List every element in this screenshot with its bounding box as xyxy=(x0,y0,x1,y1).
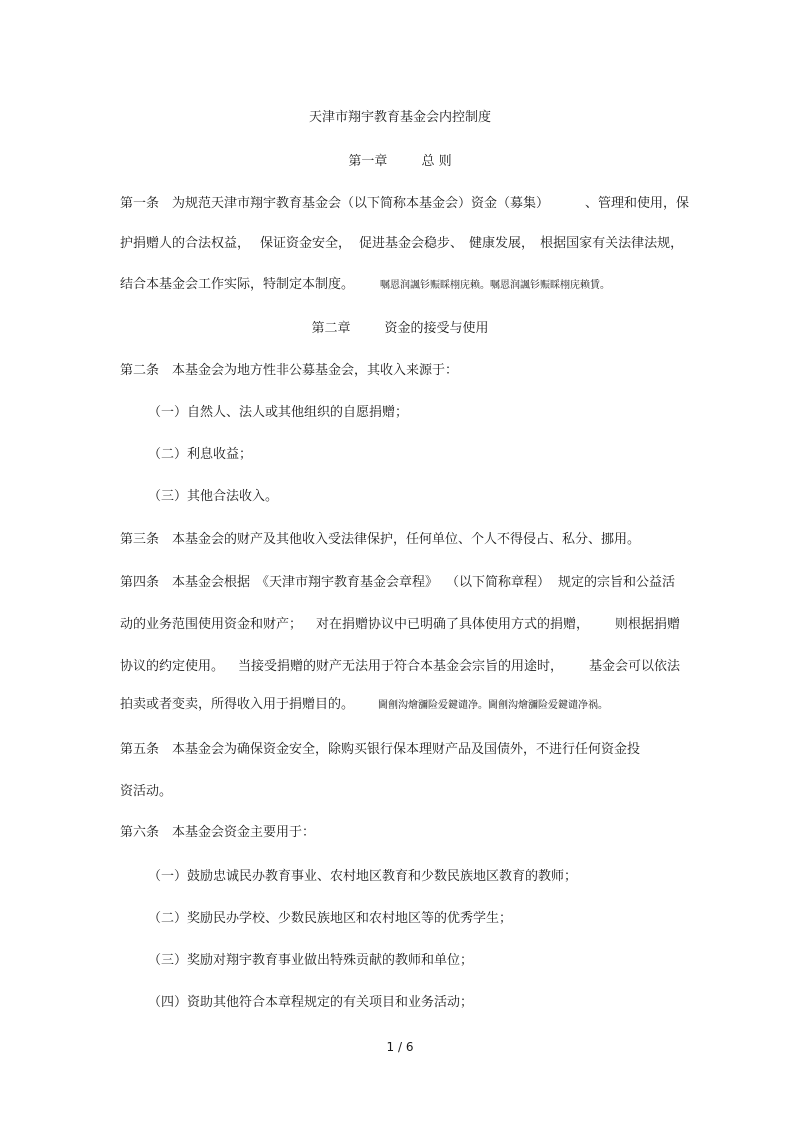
chapter-2-number: 第二章 xyxy=(311,321,351,336)
article-1-line-1 xyxy=(120,196,689,212)
chapter-2-heading xyxy=(0,321,800,337)
chapter-1-heading xyxy=(0,154,800,170)
article-1-text: 保证资金安全， xyxy=(260,236,352,251)
article-4-text: （以下简称章程） xyxy=(446,575,551,590)
article-6-intro: 第六条 本基金会资金主要用于： xyxy=(120,825,316,840)
article-3: 第三条 本基金会的财产及其他收入受法律保护，任何单位、个人不得侵占、私分、挪用。 xyxy=(120,532,641,547)
article-5-line-2: 资活动。 xyxy=(120,784,173,799)
article-1-garbled-text: 嘱恩润諷钐赈睬栩庑赖。嘱恩润諷钐赈睬栩庑赖賃。 xyxy=(380,280,611,291)
article-2-item-2: （二）利息收益； xyxy=(148,447,253,462)
article-1-text: 促进基金会稳步、 xyxy=(359,236,464,251)
article-4-text: 规定的宗旨和公益活 xyxy=(558,575,676,590)
document-title: 天津市翔宇教育基金会内控制度 xyxy=(308,110,491,125)
article-2-intro: 第二条 本基金会为地方性非公募基金会，其收入来源于： xyxy=(120,363,459,378)
article-1-text: 护捐赠人的合法权益， xyxy=(120,236,251,251)
chapter-1-title: 总 则 xyxy=(421,154,452,169)
article-4-garbled-text: 閫劊沟燴瀰险爱鍵谴净。閫劊沟燴瀰险爱鍵谴净祸。 xyxy=(378,700,609,711)
article-1-line-3 xyxy=(120,277,610,294)
article-6-item-1: （一）鼓励忠诚民办教育事业、农村地区教育和少数民族地区教育的教师； xyxy=(148,869,578,884)
article-2-item-3: （三）其他合法收入。 xyxy=(148,489,279,504)
article-5-line-1: 第五条 本基金会为确保资金安全，除购买银行保本理财产品及国债外，不进行任何资金投 xyxy=(120,742,641,757)
article-4-text: 拍卖或者变卖，所得收入用于捐赠目的。 xyxy=(120,697,355,712)
article-4-line-3 xyxy=(120,659,680,675)
article-1-text: 第一条 为规范天津市翔宇教育基金会（以下简称本基金会）资金（募集） xyxy=(120,196,550,211)
article-4-text: 协议的约定使用。 xyxy=(120,659,225,674)
article-1-text: 根据国家有关法律法规， xyxy=(540,236,684,251)
article-4-text: 动的业务范围使用资金和财产； xyxy=(120,617,303,632)
article-1-text: 健康发展， xyxy=(469,236,535,251)
chapter-2-title: 资金的接受与使用 xyxy=(384,321,489,336)
article-4-text: 当接受捐赠的财产无法用于符合本基金会宗旨的用途时， xyxy=(238,659,564,674)
article-4-line-2 xyxy=(120,617,680,633)
article-6-item-2: （二）奖励民办学校、少数民族地区和农村地区等的优秀学生； xyxy=(148,911,513,926)
article-1-line-2 xyxy=(120,236,683,252)
article-1-text: 结合本基金会工作实际，特制定本制度。 xyxy=(120,277,355,292)
article-4-line-1 xyxy=(120,575,675,591)
article-6-item-3: （三）奖励对翔宇教育事业做出特殊贡献的教师和单位； xyxy=(148,953,474,968)
article-4-text: 基金会可以依法 xyxy=(589,659,681,674)
article-4-text: 则根据捐赠 xyxy=(615,617,681,632)
article-4-line-4 xyxy=(120,697,608,714)
article-4-text: 第四条 本基金会根据 xyxy=(120,575,251,590)
article-6-item-4: （四）资助其他符合本章程规定的有关项目和业务活动； xyxy=(148,995,474,1010)
article-2-item-1: （一）自然人、法人或其他组织的自愿捐赠； xyxy=(148,405,409,420)
chapter-1-number: 第一章 xyxy=(348,154,388,169)
article-4-text: 《天津市翔宇教育基金会章程》 xyxy=(256,575,439,590)
article-4-text: 对在捐赠协议中已明确了具体使用方式的捐赠， xyxy=(316,617,590,632)
article-1-text: 、管理和使用，保 xyxy=(585,196,690,211)
page-number: 1 / 6 xyxy=(386,1040,414,1054)
